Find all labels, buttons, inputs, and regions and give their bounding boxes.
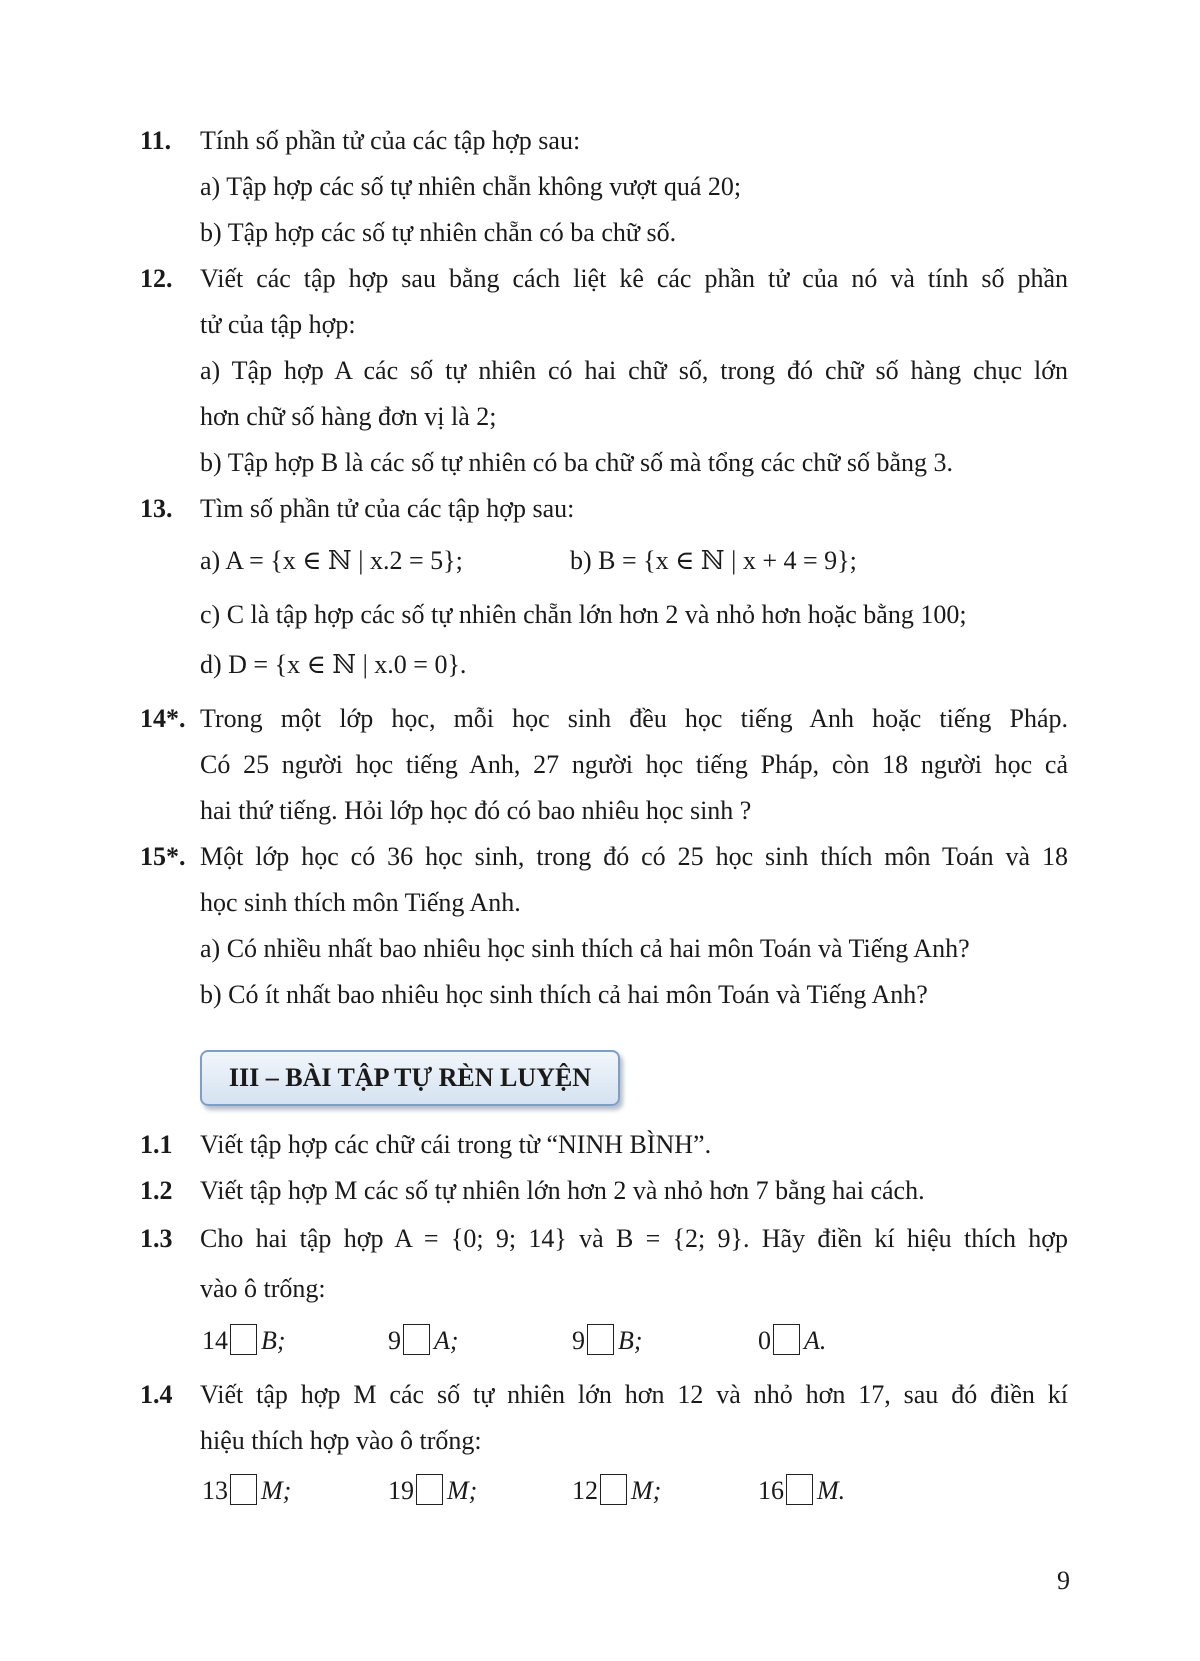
answer-box[interactable]: [773, 1324, 800, 1355]
exercise-12-line: [140, 440, 1068, 486]
exercise-number: 1.2: [140, 1176, 173, 1205]
exercise-15-line: [140, 926, 1068, 972]
practice-1-4-line: [140, 1418, 1068, 1464]
exercise-number: 15*.: [140, 842, 186, 871]
exercise-12-line: [140, 302, 1068, 348]
blank-right: M;: [261, 1476, 292, 1505]
blank-left: 0: [758, 1326, 771, 1355]
practice-1-4: [140, 1372, 1068, 1418]
blank-item: [572, 1318, 643, 1364]
page-number: 9: [1057, 1566, 1070, 1595]
exercise-text: vào ô trống:: [200, 1274, 326, 1303]
exercise-11-line: [140, 164, 1068, 210]
answer-box[interactable]: [230, 1474, 257, 1505]
exercise-text: Viết các tập hợp sau bằng cách liệt kê các phần tử của nó và tính số phần: [200, 264, 1068, 293]
exercise-14-line: [140, 742, 1068, 788]
exercise-text: Tìm số phần tử của các tập hợp sau:: [200, 494, 575, 523]
blank-left: 9: [572, 1326, 585, 1355]
exercise-12-line: [140, 394, 1068, 440]
exercise-12: [140, 256, 1068, 302]
exercise-15: [140, 834, 1068, 880]
blank-right: A.: [804, 1326, 827, 1355]
exercise-text: Viết tập hợp các chữ cái trong từ “NINH BÌNH”.: [200, 1130, 712, 1159]
practice-1-3-line: [140, 1266, 1068, 1312]
blank-left: 19: [388, 1476, 414, 1505]
exercise-text: a) Có nhiều nhất bao nhiêu học sinh thích cả hai môn Toán và Tiếng Anh?: [200, 934, 970, 963]
exercise-12-line: [140, 348, 1068, 394]
exercise-text: học sinh thích môn Tiếng Anh.: [200, 888, 521, 917]
blank-item: [572, 1468, 661, 1514]
exercise-13: [140, 486, 1068, 532]
blank-right: M.: [817, 1476, 846, 1505]
blank-right: M;: [631, 1476, 662, 1505]
exercise-number: 14*.: [140, 704, 186, 733]
exercise-text: Có 25 người học tiếng Anh, 27 người học tiếng Pháp, còn 18 người học cả: [200, 750, 1068, 779]
practice-1-4-blanks: [140, 1468, 1068, 1514]
exercise-number: 13.: [140, 494, 173, 523]
exercise-14-line: [140, 788, 1068, 834]
blank-item: [758, 1318, 826, 1364]
blank-item: [202, 1468, 291, 1514]
answer-box[interactable]: [403, 1324, 430, 1355]
practice-1-2: [140, 1168, 1068, 1214]
set-builder-b: b) B = {x ∈ ℕ | x + 4 = 9};: [570, 546, 857, 575]
exercise-text: Tính số phần tử của các tập hợp sau:: [200, 126, 581, 155]
practice-1-1: [140, 1122, 1068, 1168]
exercise-text: Viết tập hợp M các số tự nhiên lớn hơn 12 và nhỏ hơn 17, sau đó điền kí: [200, 1380, 1068, 1409]
exercise-11: [140, 118, 1068, 164]
exercise-text: Trong một lớp học, mỗi học sinh đều học tiếng Anh hoặc tiếng Pháp.: [200, 704, 1068, 733]
exercise-text: tử của tập hợp:: [200, 310, 356, 339]
exercise-number: 12.: [140, 264, 173, 293]
practice-1-3-blanks: [140, 1318, 1068, 1364]
blank-item: [202, 1318, 286, 1364]
blank-left: 12: [572, 1476, 598, 1505]
exercise-13-part-d: [140, 642, 1068, 688]
exercise-text: a) Tập hợp các số tự nhiên chẵn không vượt quá 20;: [200, 172, 742, 201]
blank-item: [388, 1468, 477, 1514]
exercise-text: hiệu thích hợp vào ô trống:: [200, 1426, 482, 1455]
exercise-11-line: [140, 210, 1068, 256]
exercise-text: b) Tập hợp các số tự nhiên chẵn có ba chữ số.: [200, 218, 677, 247]
exercise-text: a) Tập hợp A các số tự nhiên có hai chữ số, trong đó chữ số hàng chục lớn: [200, 356, 1068, 385]
exercise-14: [140, 696, 1068, 742]
section-title: III – BÀI TẬP TỰ RÈN LUYỆN: [228, 1063, 592, 1092]
exercise-number: 1.1: [140, 1130, 173, 1159]
blank-item: [758, 1468, 845, 1514]
answer-box[interactable]: [600, 1474, 627, 1505]
exercise-text: hai thứ tiếng. Hỏi lớp học đó có bao nhiêu học sinh ?: [200, 796, 752, 825]
section-heading: [200, 1050, 620, 1106]
blank-right: M;: [447, 1476, 478, 1505]
exercise-text: b) Có ít nhất bao nhiêu học sinh thích cả hai môn Toán và Tiếng Anh?: [200, 980, 928, 1009]
exercise-13-parts-ab: [140, 538, 1068, 584]
set-builder-a: a) A = {x ∈ ℕ | x.2 = 5};: [200, 546, 463, 575]
practice-1-3: [140, 1216, 1068, 1262]
blank-item: [388, 1318, 459, 1364]
exercise-text: Viết tập hợp M các số tự nhiên lớn hơn 2 và nhỏ hơn 7 bằng hai cách.: [200, 1176, 925, 1205]
answer-box[interactable]: [587, 1324, 614, 1355]
exercise-15-line: [140, 972, 1068, 1018]
exercise-13-part-c: [140, 592, 1068, 638]
exercise-text: Một lớp học có 36 học sinh, trong đó có 25 học sinh thích môn Toán và 18: [200, 842, 1068, 871]
answer-box[interactable]: [416, 1474, 443, 1505]
answer-box[interactable]: [786, 1474, 813, 1505]
exercise-text: Cho hai tập hợp A = {0; 9; 14} và B = {2; 9}. Hãy điền kí hiệu thích hợp: [200, 1224, 1068, 1253]
answer-box[interactable]: [230, 1324, 257, 1355]
blank-left: 16: [758, 1476, 784, 1505]
exercise-text: b) Tập hợp B là các số tự nhiên có ba chữ số mà tổng các chữ số bằng 3.: [200, 448, 954, 477]
blank-left: 13: [202, 1476, 228, 1505]
set-builder-d: d) D = {x ∈ ℕ | x.0 = 0}.: [200, 650, 467, 679]
exercise-number: 1.3: [140, 1224, 173, 1253]
exercise-number: 1.4: [140, 1380, 173, 1409]
exercise-text: c) C là tập hợp các số tự nhiên chẵn lớn hơn 2 và nhỏ hơn hoặc bằng 100;: [200, 600, 967, 629]
exercise-number: 11.: [140, 126, 172, 155]
exercise-text: hơn chữ số hàng đơn vị là 2;: [200, 402, 497, 431]
exercise-15-line: [140, 880, 1068, 926]
blank-right: B;: [618, 1326, 643, 1355]
blank-right: A;: [434, 1326, 459, 1355]
blank-left: 14: [202, 1326, 228, 1355]
blank-left: 9: [388, 1326, 401, 1355]
blank-right: B;: [261, 1326, 286, 1355]
